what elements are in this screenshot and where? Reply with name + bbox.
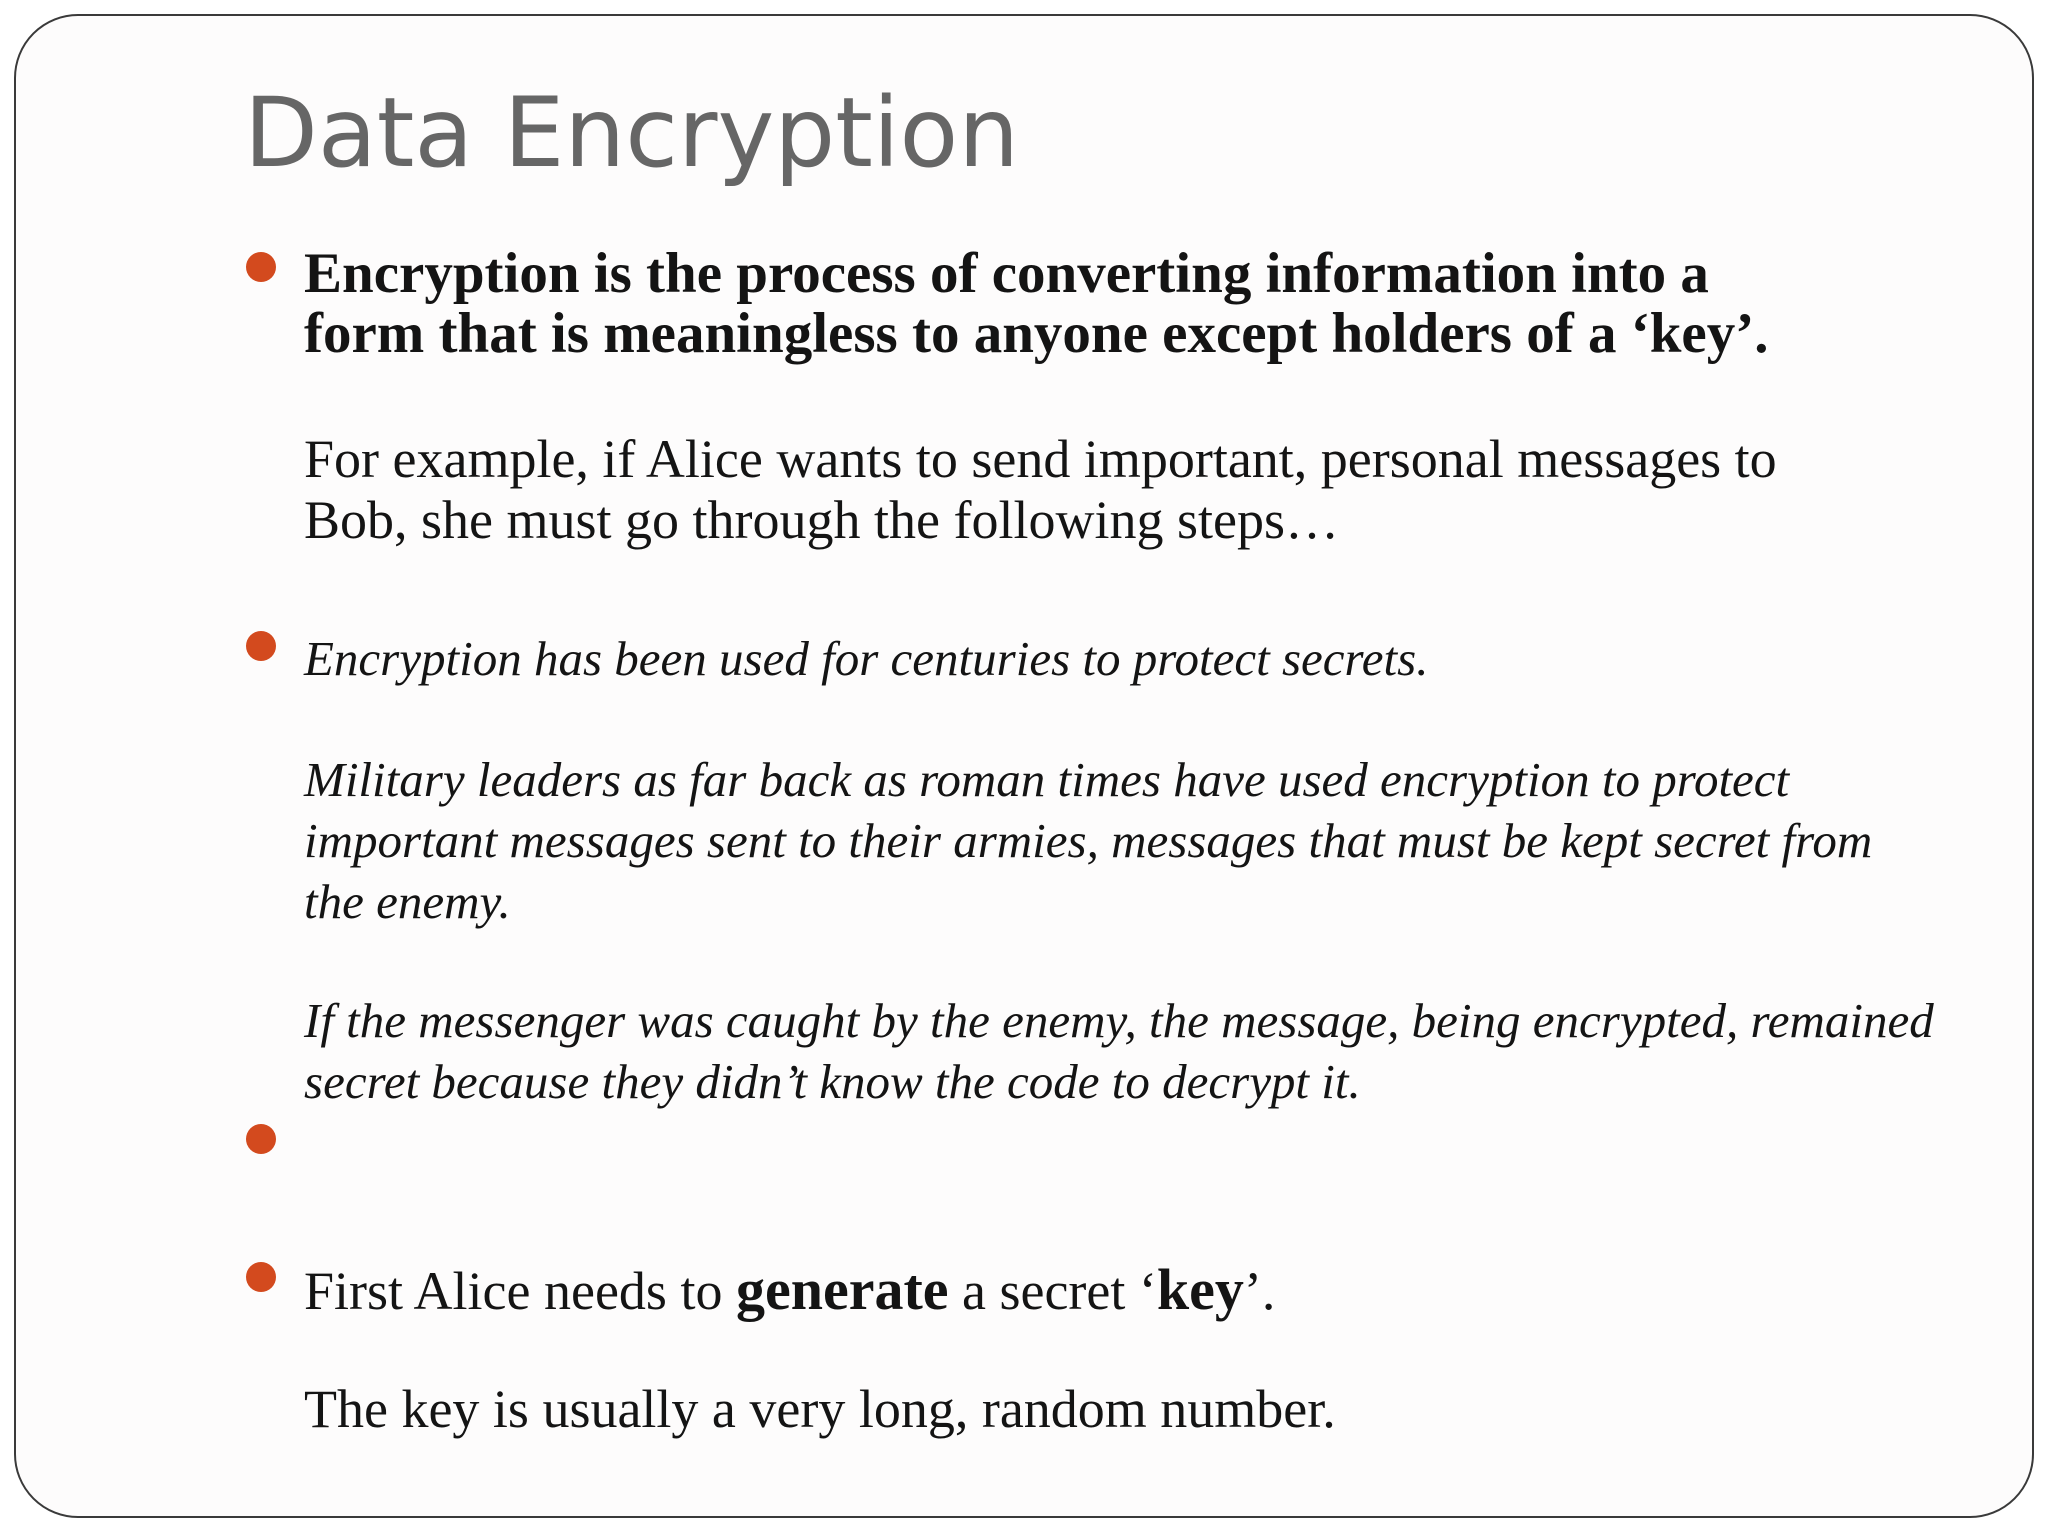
bullet-dot-3	[246, 1124, 276, 1154]
example-line-2: Bob, she must go through the following steps…	[304, 490, 1339, 550]
bullet-dot-2	[246, 631, 276, 661]
slide	[14, 14, 2034, 1518]
military-paragraph	[304, 749, 1872, 932]
slide-title: Data Encryption	[244, 77, 1020, 189]
messenger-line-2: secret because they didn’t know the code to decrypt it.	[304, 1054, 1361, 1109]
bullet-dot-1	[246, 252, 276, 282]
generate-prefix: First Alice needs to	[304, 1261, 736, 1321]
bullet-generate-key	[304, 1259, 1275, 1322]
key-description: The key is usually a very long, random number.	[304, 1379, 1336, 1439]
generate-middle: a secret ‘	[948, 1261, 1157, 1321]
military-line-2: important messages sent to their armies, messages that must be kept secret from	[304, 813, 1873, 868]
bullet-encryption-definition	[304, 244, 1768, 364]
messenger-paragraph	[304, 990, 1934, 1112]
definition-line-2: form that is meaningless to anyone except holders of a ‘key’.	[304, 302, 1769, 365]
bullet-dot-4	[246, 1262, 276, 1292]
bullet-encryption-history: Encryption has been used for centuries to protect secrets.	[304, 631, 1429, 686]
generate-word: generate	[735, 1257, 949, 1322]
key-word: key	[1156, 1257, 1244, 1322]
military-line-3: the enemy.	[304, 874, 511, 929]
military-line-1: Military leaders as far back as roman times have used encryption to protect	[304, 752, 1790, 807]
generate-suffix: ’.	[1243, 1261, 1276, 1321]
example-line-1: For example, if Alice wants to send important, personal messages to	[304, 429, 1777, 489]
alice-example	[304, 429, 1777, 551]
definition-line-1: Encryption is the process of converting information into a	[304, 242, 1709, 305]
messenger-line-1: If the messenger was caught by the enemy, the message, being encrypted, remained	[304, 993, 1934, 1048]
